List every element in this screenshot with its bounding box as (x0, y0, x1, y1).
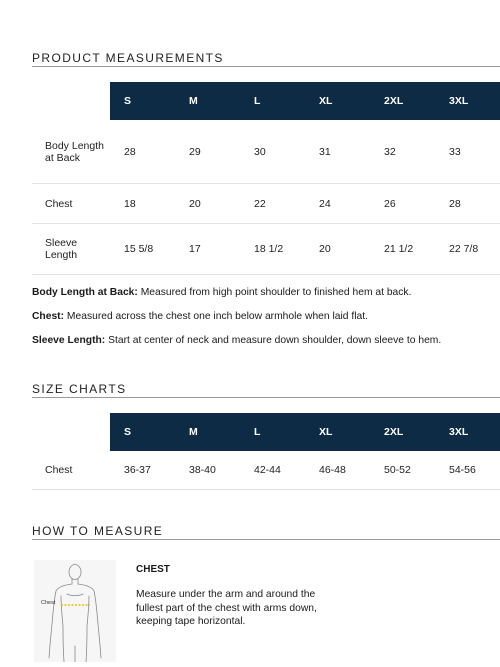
size-header: L (240, 413, 305, 451)
definition-text: Start at center of neck and measure down shoulder, down sleeve to hem. (105, 335, 442, 346)
table-cell: 28 (110, 120, 175, 184)
table-cell: 54-56 (435, 451, 500, 490)
measurement-definitions (32, 287, 492, 359)
table-cell: 15 5/8 (110, 224, 175, 275)
table-cell: 20 (175, 184, 240, 224)
definition-term: Chest: (32, 311, 65, 322)
size-header: S (110, 82, 175, 120)
size-header: S (110, 413, 175, 451)
definition-text: Measured from high point shoulder to finished hem at back. (137, 287, 412, 298)
definition-term: Body Length at Back: (32, 287, 138, 298)
table-cell: 21 1/2 (370, 224, 435, 275)
table-cell: 38-40 (175, 451, 240, 490)
definition-chest (32, 311, 492, 323)
section-divider (32, 397, 500, 398)
table-row (32, 120, 500, 184)
table-cell: 26 (370, 184, 435, 224)
table-cell: 22 (240, 184, 305, 224)
table-cell: 24 (305, 184, 370, 224)
size-header: 3XL (435, 413, 500, 451)
table-cell: 17 (175, 224, 240, 275)
header-blank-cell (32, 413, 110, 451)
table-cell: 36-37 (110, 451, 175, 490)
size-header: XL (305, 82, 370, 120)
size-charts-table (32, 413, 500, 490)
table-cell: 33 (435, 120, 500, 184)
size-header: L (240, 82, 305, 120)
table-cell: 32 (370, 120, 435, 184)
table-row (32, 451, 500, 490)
definition-body-length (32, 287, 492, 299)
table-row (32, 224, 500, 275)
row-label: Chest (32, 451, 110, 490)
chest-heading: CHEST (136, 564, 170, 575)
how-to-measure-title: HOW TO MEASURE (32, 524, 164, 538)
table-header-row (32, 82, 500, 120)
size-header: 3XL (435, 82, 500, 120)
section-divider (32, 539, 500, 540)
definition-term: Sleeve Length: (32, 335, 106, 346)
row-label: Chest (32, 184, 110, 224)
table-cell: 18 (110, 184, 175, 224)
chest-instructions: Measure under the arm and around the fullest part of the chest with arms down, keeping tape horizontal. (136, 589, 317, 627)
header-blank-cell (32, 82, 110, 120)
table-cell: 42-44 (240, 451, 305, 490)
size-header: XL (305, 413, 370, 451)
table-cell: 29 (175, 120, 240, 184)
table-cell: 28 (435, 184, 500, 224)
body-outline-icon (34, 560, 116, 662)
size-header: 2XL (370, 413, 435, 451)
definition-text: Measured across the chest one inch below armhole when laid flat. (64, 311, 368, 322)
row-label: Sleeve Length (32, 224, 110, 275)
definition-sleeve-length (32, 335, 492, 347)
product-measurements-title: PRODUCT MEASUREMENTS (32, 51, 224, 65)
figure-chest-label: Chest (41, 600, 56, 606)
table-cell: 46-48 (305, 451, 370, 490)
table-cell: 22 7/8 (435, 224, 500, 275)
table-header-row (32, 413, 500, 451)
size-charts-title: SIZE CHARTS (32, 382, 127, 396)
size-header: M (175, 413, 240, 451)
body-figure-illustration (34, 560, 116, 662)
table-row (32, 184, 500, 224)
size-header: M (175, 82, 240, 120)
row-label: Body Length at Back (32, 120, 110, 184)
table-cell: 30 (240, 120, 305, 184)
size-header: 2XL (370, 82, 435, 120)
table-cell: 18 1/2 (240, 224, 305, 275)
table-cell: 20 (305, 224, 370, 275)
table-cell: 31 (305, 120, 370, 184)
product-measurements-table (32, 82, 500, 275)
table-cell: 50-52 (370, 451, 435, 490)
section-divider (32, 66, 500, 67)
